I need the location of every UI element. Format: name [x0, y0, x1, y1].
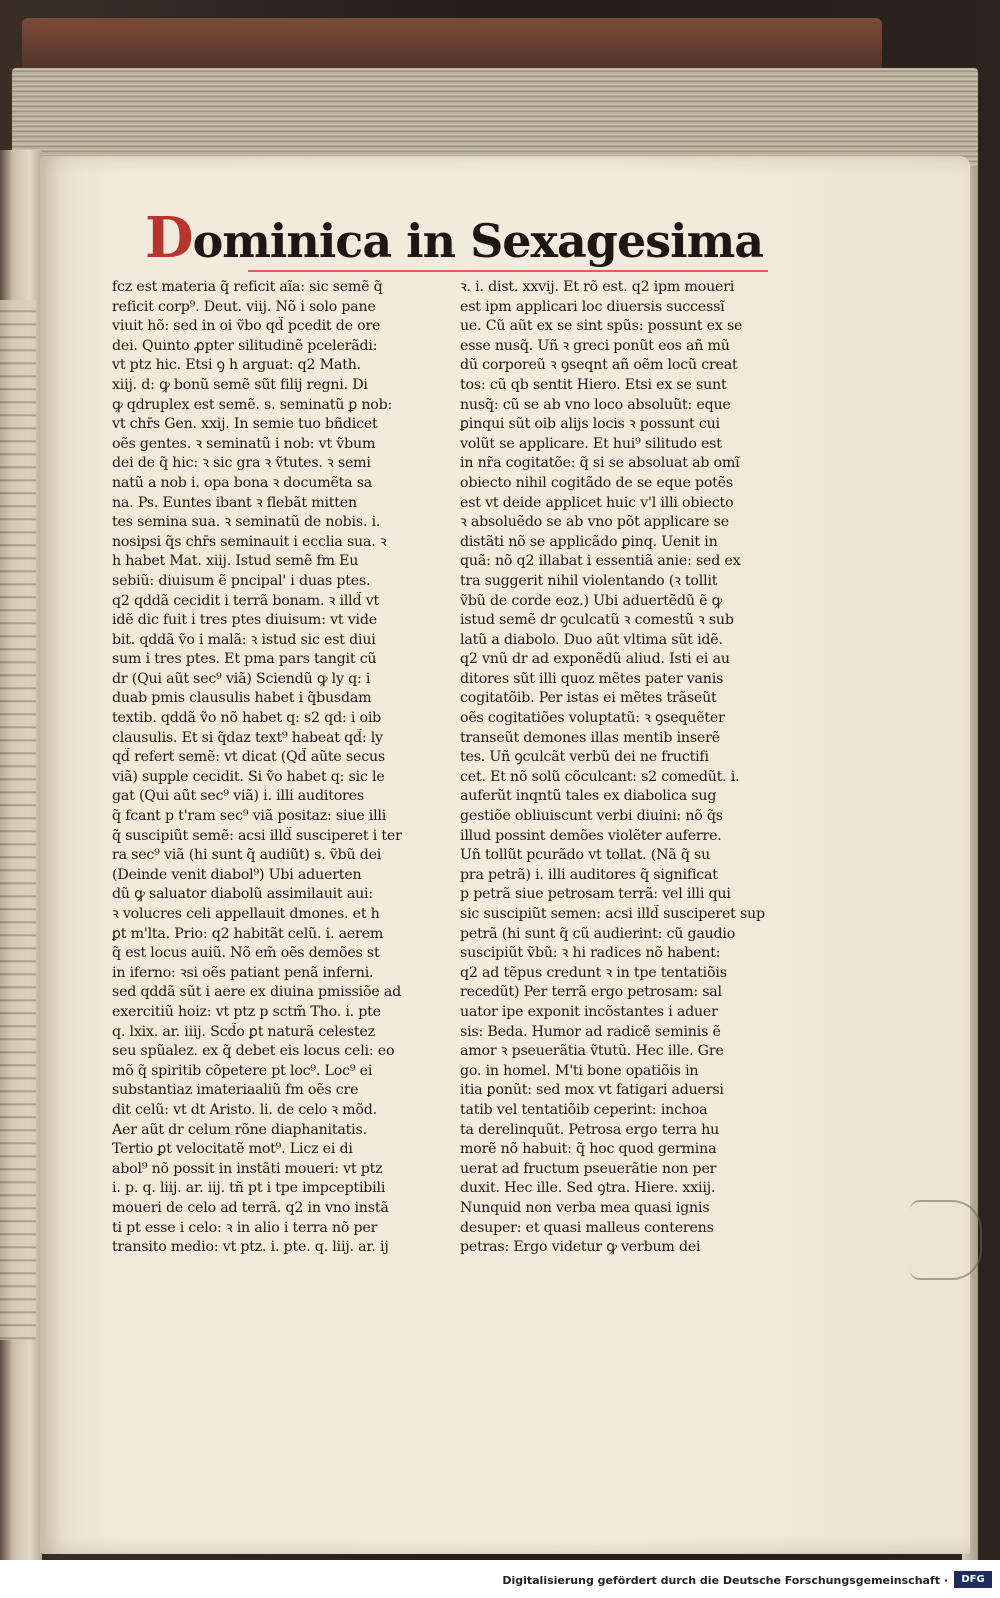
text-line: q̃ suscipiũt semẽ: acsi illd̃ susciperet i ter: [112, 827, 402, 844]
text-line: vt ptz hic. Etsi ꝯ h arguat: q2 Math.: [112, 357, 361, 374]
heading-initial: D: [145, 205, 193, 271]
page-heading: [145, 205, 845, 273]
text-line: est ipm applicari loc diuersis successĩ: [460, 298, 725, 315]
page-block-edges: [12, 68, 978, 168]
text-line: suscipiũt ṽbũ: ꝛ hi radices nõ habent:: [460, 945, 721, 962]
text-line: Aer aũt dr celum rõne diaphanitatis.: [112, 1121, 367, 1138]
text-line: q. lxix. ar. iiij. Scd̃o ꝑt naturã celestez: [112, 1023, 375, 1040]
text-line: est vt deide applicet huic v'l illi obiecto: [460, 494, 734, 511]
text-line: illud possint demões violẽter auferre.: [460, 827, 722, 844]
text-line: itia ꝑonũt: sed mox vt fatigari aduersi: [460, 1082, 724, 1099]
text-line: dr (Qui aũt sec⁹ viã) Sciendũ ꝙ ly q: i: [112, 670, 371, 687]
text-line: q2 vnũ dr ad exponẽdũ aliud. Isti ei au: [460, 651, 730, 668]
text-line: morẽ nõ habuit: q̃ hoc quod germina: [460, 1141, 717, 1158]
text-line: tos: cũ qb sentit Hiero. Etsi ex se sunt: [460, 376, 727, 393]
text-line: bit. qddã ṽo i malã: ꝛ istud sic est diui: [112, 631, 376, 648]
text-line: dei de q̃ hic: ꝛ sic gra ꝛ ṽtutes. ꝛ semi: [112, 455, 371, 472]
text-line: vt chr̄s Gen. xxij. In semie tuo bñdicet: [112, 416, 378, 433]
text-line: obiecto nihil cogitãdo de se eque potẽs: [460, 474, 733, 491]
text-line: tatib vel tentatiõib ceperint: inchoa: [460, 1101, 708, 1118]
clasp-mark: [910, 1200, 982, 1280]
text-line: oẽs cogitatiões voluptatũ: ꝛ ꝯsequẽter: [460, 710, 725, 727]
text-line: h habet Mat. xiij. Istud semẽ fm Eu: [112, 553, 359, 570]
text-line: dũ ꝙ saluator diabolũ assimilauit aui:: [112, 886, 373, 903]
text-line: Nunquid non verba mea quasi ignis: [460, 1199, 710, 1216]
text-line: idẽ dic fuit i tres ptes diuisum: vt vide: [112, 612, 377, 629]
text-line: q2 qddã cecidit i terrã bonam. ꝛ illd̃ vt: [112, 592, 380, 609]
text-line: ꝛ absoluẽdo se ab vno põt applicare se: [460, 514, 729, 531]
text-line: tes semina sua. ꝛ seminatũ de nobis. i.: [112, 514, 381, 531]
text-line: desuper: et quasi malleus conterens: [460, 1219, 714, 1236]
text-line: latũ a diabolo. Duo aũt vltima sũt idẽ.: [460, 631, 723, 648]
text-line: nosipsi q̃s chr̄s seminauit i ecclia sua. ꝛ: [112, 533, 387, 550]
text-line: i. p. q. liij. ar. iij. tñ pt i tpe impceptibili: [112, 1180, 386, 1197]
text-line: pra petrã) i. illi auditores q̃ significat: [460, 866, 718, 883]
text-line: istud semẽ dr ꝯculcatũ ꝛ comestũ ꝛ sub: [460, 612, 734, 629]
text-line: ꝑinqui sũt oib alijs locis ꝛ possunt cui: [460, 416, 720, 433]
text-line: moueri de celo ad terrã. q2 in vno instã: [112, 1199, 389, 1216]
text-line: gat (Qui aũt sec⁹ viã) i. illi auditores: [112, 788, 364, 805]
text-line: petras: Ergo videtur ꝙ verbum dei: [460, 1239, 701, 1256]
text-line: reficit corp⁹. Deut. viij. Nõ i solo pane: [112, 298, 376, 315]
text-line: dit celũ: vt dt Aristo. li. de celo ꝛ mõd.: [112, 1101, 377, 1118]
heading-rest: ominica in Sexagesima: [192, 214, 764, 268]
text-column-left: [112, 278, 457, 1258]
text-line: sum i tres ptes. Et pma pars tangit cũ: [112, 651, 377, 668]
text-column-right: [460, 278, 805, 1258]
text-line: substantiaz imateriaaliũ fm oẽs cre: [112, 1082, 359, 1099]
text-line: petrã (hi sunt q̃ cũ audierint: cũ gaudio: [460, 925, 736, 942]
text-line: quã: nõ q2 illabat i essentiã anie: sed ex: [460, 553, 741, 570]
text-line: seu spũalez. ex q̃ debet eis locus celi: eo: [112, 1043, 395, 1060]
text-line: textib. qddã ṽo nõ habet q: s2 qd: i oib: [112, 710, 382, 727]
text-line: na. Ps. Euntes ibant ꝛ flebãt mitten: [112, 494, 357, 511]
text-line: cogitatõib. Per istas ei mẽtes trãseũt: [460, 690, 717, 707]
text-line: ditores sũt illi quoz mẽtes pater vanis: [460, 670, 724, 687]
text-line: ti pt esse i celo: ꝛ in alio i terra nõ per: [112, 1219, 378, 1236]
text-line: q̃ est locus auiũ. Nõ em̃ oẽs demões st: [112, 945, 380, 962]
text-line: transito medio: vt ptz. i. pte. q. liij. ar. ij: [112, 1239, 389, 1256]
text-line: ꝑt m'lta. Prio: q2 habitãt celũ. i. aerem: [112, 925, 384, 942]
text-line: uerat ad fructum pseuerãtie non per: [460, 1160, 717, 1177]
text-line: clausulis. Et si q̃daz text⁹ habeat qd̃: ly: [112, 729, 383, 746]
text-line: ta derelinquũt. Petrosa ergo terra hu: [460, 1121, 720, 1138]
text-line: volũt se applicare. Et hui⁹ silitudo est: [460, 435, 722, 452]
text-line: go. in homel. M'ti bone opatiõis in: [460, 1062, 699, 1079]
text-line: viuit hõ: sed in oi ṽbo qd̃ pcedit de ore: [112, 318, 381, 335]
text-line: duab pmis clausulis habet i q̃busdam: [112, 690, 372, 707]
heading-underline: [248, 270, 768, 272]
text-line: exercitiũ hoiz: vt ptz p sctm̃ Tho. i. pte: [112, 1003, 381, 1020]
text-line: gestiõe obliuiscunt verbi diuini: nõ q̃s: [460, 808, 723, 825]
footer-credit: Digitalisierung gefördert durch die Deutsche Forschungsgemeinschaft ·: [502, 1574, 948, 1587]
text-line: sis: Beda. Humor ad radicẽ seminis ẽ: [460, 1023, 721, 1040]
dfg-logo: DFG: [954, 1571, 992, 1588]
text-line: auferũt inqntũ tales ex diabolica sug: [460, 788, 717, 805]
text-line: esse nusq̃. Uñ ꝛ greci ponũt eos añ mũ: [460, 337, 730, 354]
text-line: ra sec⁹ viã (hi sunt q̃ audiũt) s. ṽbũ dei: [112, 847, 382, 864]
text-line: Uñ tollũt pcurãdo vt tollat. (Nã q̃ su: [460, 847, 711, 864]
text-line: recedũt) Per terrã ergo petrosam: sal: [460, 984, 722, 1001]
text-line: transeũt demones illas mentib inserẽ: [460, 729, 720, 746]
text-line: nusq̃: cũ se ab vno loco absoluũt: eque: [460, 396, 731, 413]
text-line: ꝛ volucres celi appellauit dmones. et h: [112, 906, 380, 922]
text-line: xiij. d: ꝙ bonũ semẽ sũt filij regni. Di: [112, 376, 368, 393]
text-line: mõ q̃ spiritib cõpetere pt loc⁹. Loc⁹ ei: [112, 1062, 373, 1079]
text-line: sed qddã sũt i aere ex diuina pmissiõe ad: [112, 984, 401, 1001]
text-line: ṽbũ de corde eoz.) Ubi aduertẽdũ ẽ ꝙ: [460, 592, 723, 609]
text-line: p petrã siue petrosam terrã: vel illi qui: [460, 886, 731, 903]
text-line: uator ipe exponit incõstantes i aduer: [460, 1003, 718, 1020]
text-line: sic suscipiũt semen: acsi illd̃ susciperet sup: [460, 906, 765, 922]
text-line: duxit. Hec ille. Sed ꝯtra. Hiere. xxiij.: [460, 1180, 716, 1197]
text-line: tra suggerit nihil violentando (ꝛ tollit: [460, 572, 718, 589]
text-line: amor ꝛ pseuerãtia ṽtutũ. Hec ille. Gre: [460, 1043, 724, 1060]
text-line: ꝛ. i. dist. xxvij. Et rõ est. q2 ipm moueri: [460, 279, 735, 295]
text-line: oẽs gentes. ꝛ seminatũ i nob: vt ṽbum: [112, 435, 376, 452]
left-page-fragment: [0, 300, 36, 1340]
text-line: distãti nõ se applicãdo ꝑinq. Uenit in: [460, 533, 718, 550]
text-line: q̃ fcant p t'ram sec⁹ viã positaz: siue illi: [112, 808, 387, 825]
text-line: cet. Et nõ solũ cõculcant: s2 comedũt. i.: [460, 768, 740, 785]
text-line: tes. Uñ ꝯculcãt verbũ dei ne fructifi: [460, 749, 709, 766]
text-line: fcz est materia q̃ reficit aĩa: sic semẽ q̃: [112, 279, 383, 295]
text-line: in nr̃a cogitatõe: q̃ si se absoluat ab omĩ: [460, 455, 740, 472]
text-line: in iferno: ꝛsi oẽs patiant penã inferni.: [112, 964, 374, 981]
text-line: abol⁹ nõ possit in instãti moueri: vt ptz: [112, 1160, 383, 1177]
text-line: sebiũ: diuisum ẽ pncipal' i duas ptes.: [112, 572, 371, 589]
text-line: Tertio ꝑt velocitatẽ mot⁹. Licz ei di: [112, 1141, 353, 1158]
text-line: natũ a nob i. opa bona ꝛ documẽta sa: [112, 474, 373, 491]
text-line: q2 ad tẽpus credunt ꝛ in tpe tentatiõis: [460, 964, 727, 981]
text-line: viã) supple cecidit. Si ṽo habet q: sic le: [112, 768, 385, 785]
text-line: ue. Cũ aũt ex se sint spũs: possunt ex se: [460, 318, 743, 335]
text-line: qd̃ refert semẽ: vt dicat (Qd̃ aũte secus: [112, 749, 385, 766]
text-line: (Deinde venit diabol⁹) Ubi aduerten: [112, 866, 362, 883]
text-line: ꝙ qdruplex est semẽ. s. seminatũ ꝑ nob:: [112, 396, 393, 413]
text-line: dei. Quinto ꝓpter silitudinẽ pcelerãdi:: [112, 337, 378, 354]
text-line: dũ corporeũ ꝛ ꝯseqnt añ oẽm locũ creat: [460, 357, 738, 374]
